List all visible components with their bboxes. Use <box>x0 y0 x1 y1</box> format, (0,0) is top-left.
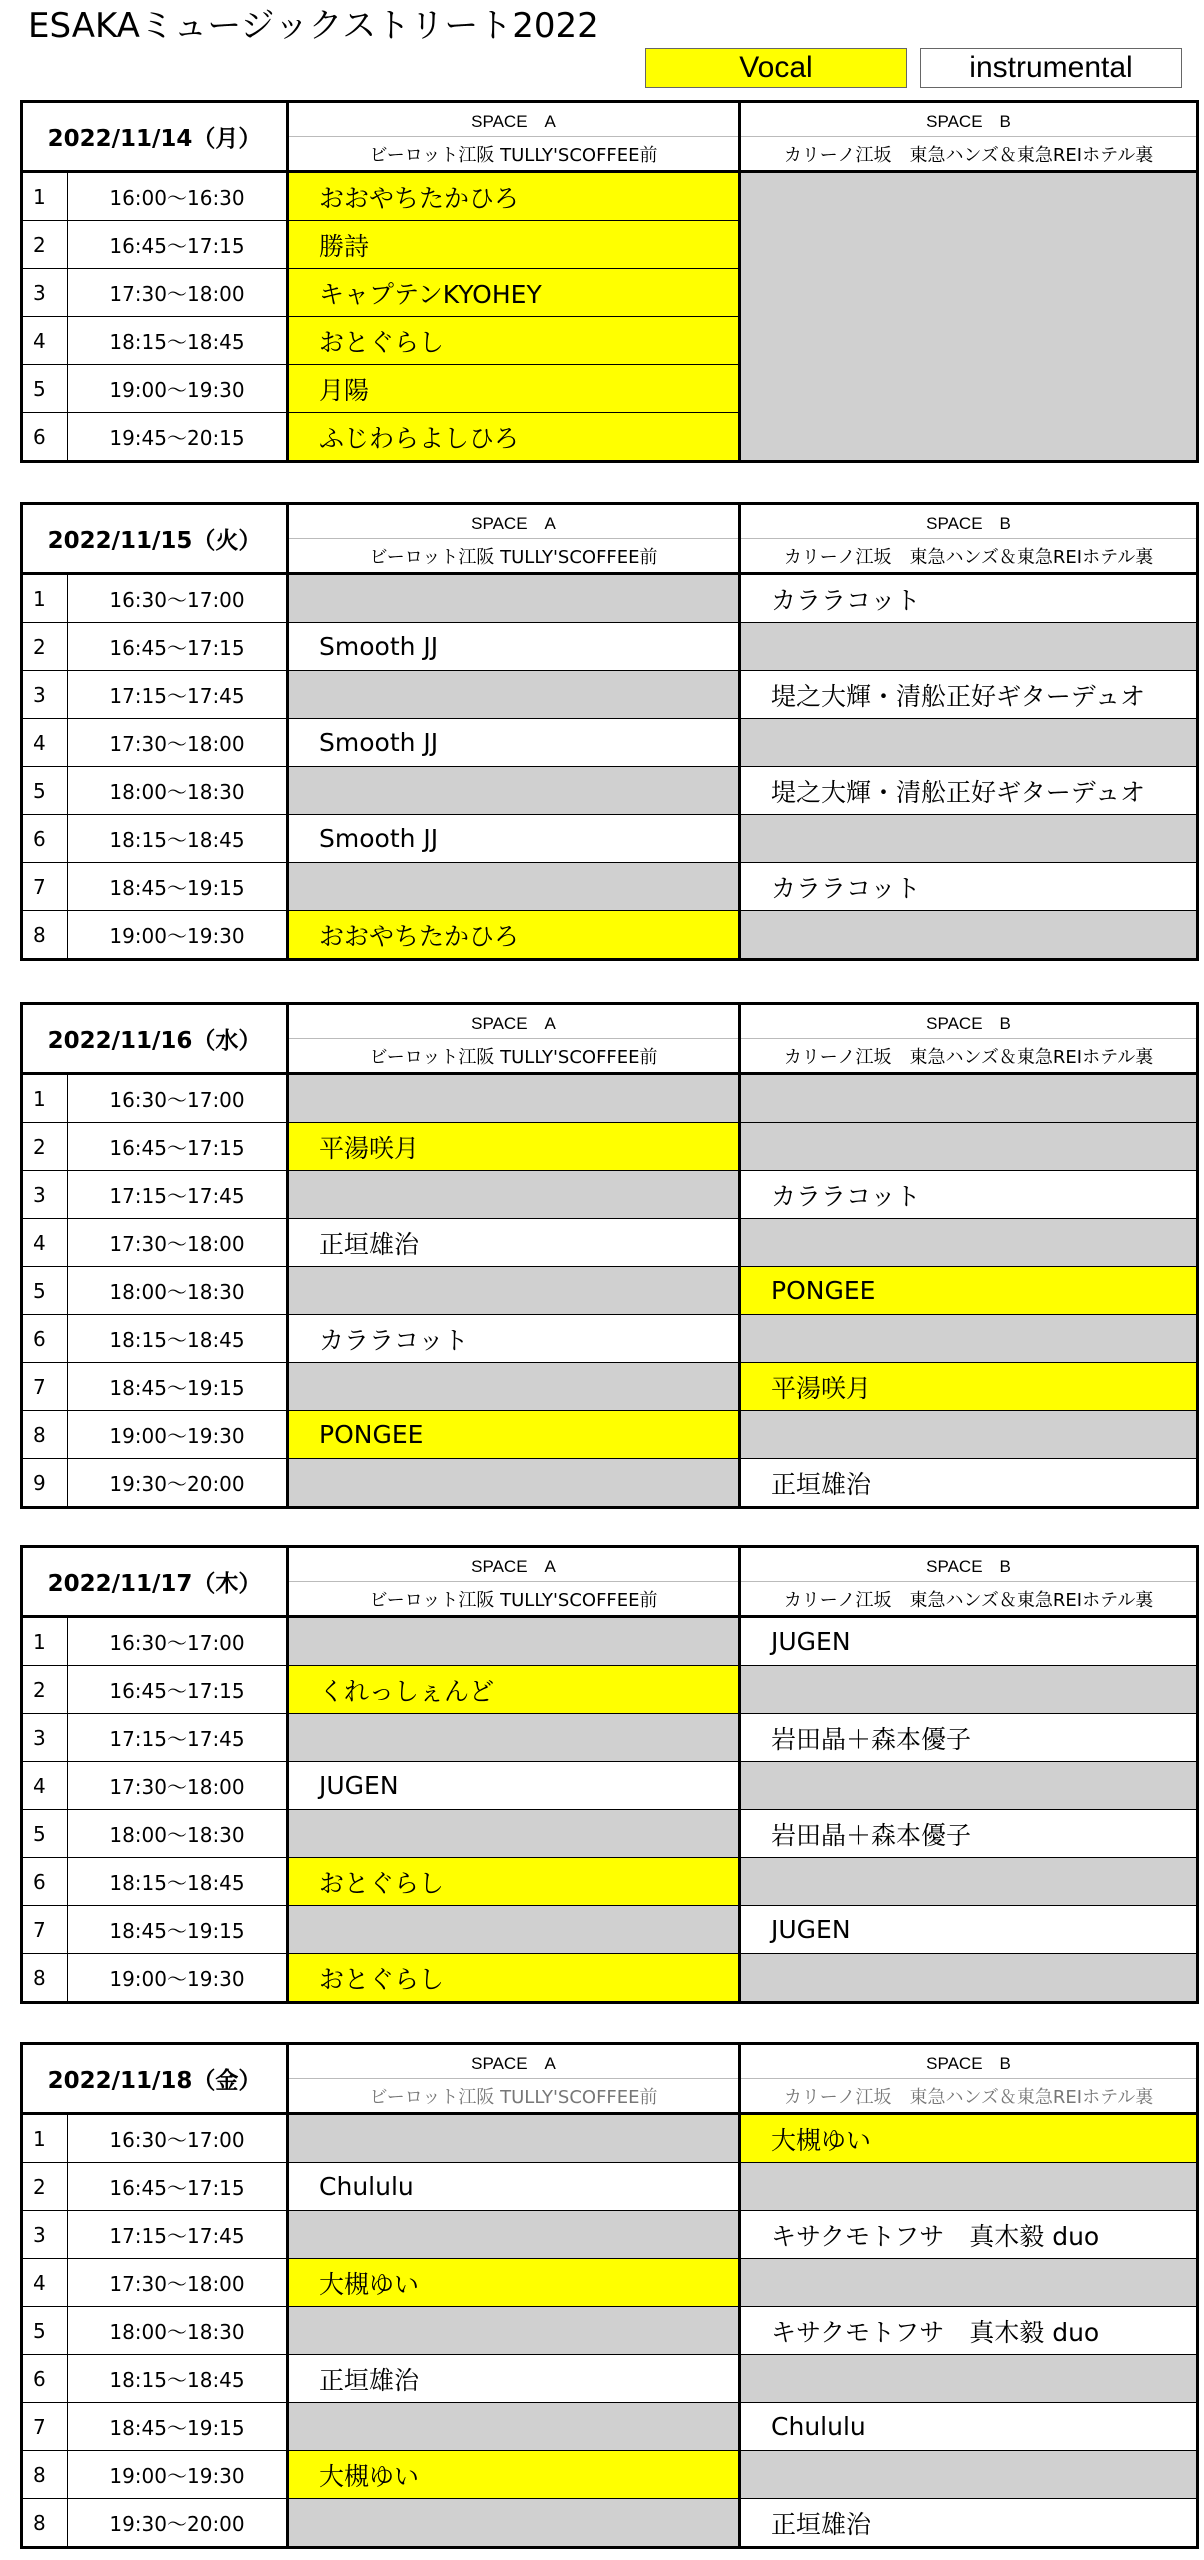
slot-number: 1 <box>22 1617 68 1666</box>
space-a-performer: 正垣雄治 <box>288 1219 740 1267</box>
header-row <box>22 1547 1198 1582</box>
table-row <box>22 2403 1198 2451</box>
space-b-performer: 平湯咲月 <box>740 1363 1198 1411</box>
slot-number: 6 <box>22 1315 68 1363</box>
slot-time: 19:00～19:30 <box>68 911 288 960</box>
slot-time: 16:45～17:15 <box>68 221 288 269</box>
space-b-performer: 大槻ゆい <box>740 2114 1198 2163</box>
space-a-performer: キャプテンKYOHEY <box>288 269 740 317</box>
space-b-unused <box>740 172 1198 462</box>
table-row <box>22 1267 1198 1315</box>
space-a-performer <box>288 2307 740 2355</box>
table-row <box>22 911 1198 960</box>
slot-number: 5 <box>22 1810 68 1858</box>
space-b-performer <box>740 2355 1198 2403</box>
slot-time: 16:30～17:00 <box>68 1074 288 1123</box>
table-row <box>22 1666 1198 1714</box>
space-b-performer: JUGEN <box>740 1617 1198 1666</box>
slot-time: 16:45～17:15 <box>68 623 288 671</box>
space-b-performer: JUGEN <box>740 1906 1198 1954</box>
slot-time: 17:15～17:45 <box>68 1171 288 1219</box>
space-b-performer: 岩田晶＋森本優子 <box>740 1714 1198 1762</box>
slot-time: 18:15～18:45 <box>68 2355 288 2403</box>
slot-time: 17:30～18:00 <box>68 1219 288 1267</box>
space-b-performer: カララコット <box>740 1171 1198 1219</box>
space-b-performer <box>740 1954 1198 2003</box>
slot-time: 17:30～18:00 <box>68 2259 288 2307</box>
table-row <box>22 1171 1198 1219</box>
slot-number: 6 <box>22 815 68 863</box>
slot-time: 16:45～17:15 <box>68 1666 288 1714</box>
table-row <box>22 767 1198 815</box>
table-row <box>22 1617 1198 1666</box>
space-a-performer <box>288 767 740 815</box>
space-b-title: SPACE B <box>740 504 1198 539</box>
slot-number: 8 <box>22 2499 68 2548</box>
slot-time: 16:00～16:30 <box>68 172 288 221</box>
table-row <box>22 1315 1198 1363</box>
slot-time: 18:45～19:15 <box>68 2403 288 2451</box>
slot-number: 2 <box>22 221 68 269</box>
header-row <box>22 102 1198 137</box>
slot-number: 3 <box>22 1171 68 1219</box>
slot-number: 2 <box>22 623 68 671</box>
space-b-performer: 正垣雄治 <box>740 1459 1198 1508</box>
slot-number: 4 <box>22 2259 68 2307</box>
slot-number: 6 <box>22 2355 68 2403</box>
slot-time: 16:45～17:15 <box>68 1123 288 1171</box>
space-a-performer <box>288 2499 740 2548</box>
table-row <box>22 2499 1198 2548</box>
slot-number: 8 <box>22 2451 68 2499</box>
table-row <box>22 671 1198 719</box>
date-heading: 2022/11/16（水） <box>22 1004 288 1074</box>
space-a-performer <box>288 1363 740 1411</box>
space-a-performer: 正垣雄治 <box>288 2355 740 2403</box>
table-row <box>22 1411 1198 1459</box>
table-row <box>22 2355 1198 2403</box>
legend-vocal: Vocal <box>645 48 907 88</box>
table-row <box>22 623 1198 671</box>
space-b-performer: 堤之大輝・清舩正好ギターデュオ <box>740 671 1198 719</box>
space-a-performer: おおやちたかひろ <box>288 911 740 960</box>
table-row <box>22 172 1198 221</box>
slot-time: 16:30～17:00 <box>68 1617 288 1666</box>
date-heading: 2022/11/18（金） <box>22 2044 288 2114</box>
slot-number: 3 <box>22 2211 68 2259</box>
slot-number: 5 <box>22 1267 68 1315</box>
space-a-performer <box>288 1714 740 1762</box>
header-row <box>22 504 1198 539</box>
space-a-performer: Chululu <box>288 2163 740 2211</box>
slot-number: 1 <box>22 574 68 623</box>
space-a-performer: Smooth JJ <box>288 815 740 863</box>
slot-time: 18:15～18:45 <box>68 317 288 365</box>
slot-number: 1 <box>22 172 68 221</box>
slot-number: 4 <box>22 1762 68 1810</box>
space-b-performer <box>740 911 1198 960</box>
space-a-performer: カララコット <box>288 1315 740 1363</box>
table-row <box>22 1074 1198 1123</box>
space-b-location: カリーノ江坂 東急ハンズ＆東急REIホテル裏 <box>740 2079 1198 2114</box>
table-row <box>22 863 1198 911</box>
slot-number: 8 <box>22 911 68 960</box>
slot-time: 19:45～20:15 <box>68 413 288 462</box>
slot-number: 3 <box>22 1714 68 1762</box>
slot-number: 3 <box>22 269 68 317</box>
space-a-performer: PONGEE <box>288 1411 740 1459</box>
slot-time: 19:00～19:30 <box>68 1954 288 2003</box>
slot-time: 19:00～19:30 <box>68 2451 288 2499</box>
schedule-table <box>20 1545 1199 2004</box>
space-b-performer <box>740 2163 1198 2211</box>
space-a-location: ビーロット江阪 TULLY'SCOFFEE前 <box>288 137 740 172</box>
slot-number: 5 <box>22 767 68 815</box>
table-row <box>22 1906 1198 1954</box>
slot-time: 17:15～17:45 <box>68 1714 288 1762</box>
slot-time: 18:45～19:15 <box>68 863 288 911</box>
slot-number: 5 <box>22 2307 68 2355</box>
space-a-location: ビーロット江阪 TULLY'SCOFFEE前 <box>288 539 740 574</box>
table-row <box>22 1714 1198 1762</box>
slot-number: 8 <box>22 1954 68 2003</box>
slot-time: 18:00～18:30 <box>68 1267 288 1315</box>
space-a-performer: 勝詩 <box>288 221 740 269</box>
space-a-title: SPACE A <box>288 504 740 539</box>
space-b-performer: 堤之大輝・清舩正好ギターデュオ <box>740 767 1198 815</box>
space-a-performer <box>288 1074 740 1123</box>
space-b-performer: 正垣雄治 <box>740 2499 1198 2548</box>
table-row <box>22 1459 1198 1508</box>
table-row <box>22 1219 1198 1267</box>
space-b-location: カリーノ江坂 東急ハンズ＆東急REIホテル裏 <box>740 1582 1198 1617</box>
space-b-performer <box>740 1666 1198 1714</box>
space-b-performer <box>740 1858 1198 1906</box>
slot-time: 19:30～20:00 <box>68 2499 288 2548</box>
space-b-performer <box>740 1123 1198 1171</box>
space-a-location: ビーロット江阪 TULLY'SCOFFEE前 <box>288 1039 740 1074</box>
space-a-performer: 平湯咲月 <box>288 1123 740 1171</box>
space-a-performer <box>288 1617 740 1666</box>
slot-time: 18:15～18:45 <box>68 1315 288 1363</box>
space-b-performer: カララコット <box>740 574 1198 623</box>
space-a-performer <box>288 863 740 911</box>
space-b-performer <box>740 2259 1198 2307</box>
space-b-location: カリーノ江坂 東急ハンズ＆東急REIホテル裏 <box>740 1039 1198 1074</box>
space-b-title: SPACE B <box>740 102 1198 137</box>
slot-time: 17:15～17:45 <box>68 2211 288 2259</box>
space-b-performer <box>740 1219 1198 1267</box>
space-b-performer <box>740 719 1198 767</box>
space-b-performer <box>740 1762 1198 1810</box>
slot-time: 18:45～19:15 <box>68 1363 288 1411</box>
space-a-performer: 大槻ゆい <box>288 2259 740 2307</box>
space-a-performer <box>288 574 740 623</box>
schedule-table <box>20 2042 1199 2549</box>
space-a-performer <box>288 1810 740 1858</box>
slot-time: 17:15～17:45 <box>68 671 288 719</box>
table-row <box>22 1858 1198 1906</box>
space-b-location: カリーノ江坂 東急ハンズ＆東急REIホテル裏 <box>740 137 1198 172</box>
space-a-performer: おとぐらし <box>288 1858 740 1906</box>
space-a-performer <box>288 1267 740 1315</box>
space-b-location: カリーノ江坂 東急ハンズ＆東急REIホテル裏 <box>740 539 1198 574</box>
space-a-performer: Smooth JJ <box>288 623 740 671</box>
slot-time: 18:00～18:30 <box>68 2307 288 2355</box>
space-b-performer <box>740 623 1198 671</box>
table-row <box>22 1363 1198 1411</box>
space-a-performer: 大槻ゆい <box>288 2451 740 2499</box>
schedule-table <box>20 1002 1199 1509</box>
table-row <box>22 1123 1198 1171</box>
space-b-performer: キサクモトフサ 真木毅 duo <box>740 2211 1198 2259</box>
space-b-title: SPACE B <box>740 1004 1198 1039</box>
slot-time: 16:45～17:15 <box>68 2163 288 2211</box>
slot-number: 2 <box>22 1123 68 1171</box>
slot-time: 19:00～19:30 <box>68 1411 288 1459</box>
space-a-performer: ふじわらよしひろ <box>288 413 740 462</box>
slot-number: 8 <box>22 1411 68 1459</box>
space-a-performer: おおやちたかひろ <box>288 172 740 221</box>
slot-time: 16:30～17:00 <box>68 574 288 623</box>
slot-number: 3 <box>22 671 68 719</box>
table-row <box>22 2163 1198 2211</box>
space-b-performer: 岩田晶＋森本優子 <box>740 1810 1198 1858</box>
space-b-performer <box>740 1315 1198 1363</box>
date-heading: 2022/11/15（火） <box>22 504 288 574</box>
table-row <box>22 815 1198 863</box>
slot-number: 7 <box>22 1906 68 1954</box>
schedule-table <box>20 100 1199 463</box>
slot-number: 7 <box>22 1363 68 1411</box>
schedule-table <box>20 502 1199 961</box>
space-b-performer <box>740 1411 1198 1459</box>
table-row <box>22 1810 1198 1858</box>
space-a-performer <box>288 1459 740 1508</box>
slot-number: 4 <box>22 317 68 365</box>
space-b-title: SPACE B <box>740 2044 1198 2079</box>
slot-time: 19:30～20:00 <box>68 1459 288 1508</box>
table-row <box>22 1954 1198 2003</box>
space-a-title: SPACE A <box>288 1547 740 1582</box>
slot-time: 17:30～18:00 <box>68 269 288 317</box>
slot-number: 4 <box>22 1219 68 1267</box>
space-b-title: SPACE B <box>740 1547 1198 1582</box>
slot-time: 18:00～18:30 <box>68 1810 288 1858</box>
space-a-performer: 月陽 <box>288 365 740 413</box>
slot-number: 1 <box>22 1074 68 1123</box>
table-row <box>22 2451 1198 2499</box>
space-a-location: ビーロット江阪 TULLY'SCOFFEE前 <box>288 2079 740 2114</box>
slot-number: 7 <box>22 863 68 911</box>
table-row <box>22 2211 1198 2259</box>
space-a-performer <box>288 671 740 719</box>
header-row <box>22 2044 1198 2079</box>
date-heading: 2022/11/14（月） <box>22 102 288 172</box>
slot-time: 16:30～17:00 <box>68 2114 288 2163</box>
slot-number: 2 <box>22 1666 68 1714</box>
space-a-title: SPACE A <box>288 2044 740 2079</box>
space-a-performer: Smooth JJ <box>288 719 740 767</box>
space-b-performer: Chululu <box>740 2403 1198 2451</box>
slot-time: 18:00～18:30 <box>68 767 288 815</box>
space-a-performer <box>288 1171 740 1219</box>
slot-number: 5 <box>22 365 68 413</box>
slot-number: 2 <box>22 2163 68 2211</box>
space-a-performer <box>288 2403 740 2451</box>
slot-number: 7 <box>22 2403 68 2451</box>
slot-number: 6 <box>22 1858 68 1906</box>
space-b-performer <box>740 815 1198 863</box>
slot-time: 18:45～19:15 <box>68 1906 288 1954</box>
table-row <box>22 2307 1198 2355</box>
space-a-location: ビーロット江阪 TULLY'SCOFFEE前 <box>288 1582 740 1617</box>
space-a-performer <box>288 1906 740 1954</box>
space-b-performer <box>740 1074 1198 1123</box>
slot-number: 6 <box>22 413 68 462</box>
header-row <box>22 1004 1198 1039</box>
space-a-performer: おとぐらし <box>288 1954 740 2003</box>
space-a-performer <box>288 2211 740 2259</box>
space-a-performer: おとぐらし <box>288 317 740 365</box>
slot-time: 17:30～18:00 <box>68 719 288 767</box>
slot-number: 1 <box>22 2114 68 2163</box>
table-row <box>22 574 1198 623</box>
space-b-performer: キサクモトフサ 真木毅 duo <box>740 2307 1198 2355</box>
table-row <box>22 1762 1198 1810</box>
slot-time: 18:15～18:45 <box>68 815 288 863</box>
space-b-performer: PONGEE <box>740 1267 1198 1315</box>
slot-time: 18:15～18:45 <box>68 1858 288 1906</box>
space-b-performer <box>740 2451 1198 2499</box>
table-row <box>22 2114 1198 2163</box>
space-b-performer: カララコット <box>740 863 1198 911</box>
slot-time: 17:30～18:00 <box>68 1762 288 1810</box>
space-a-title: SPACE A <box>288 102 740 137</box>
slot-number: 9 <box>22 1459 68 1508</box>
space-a-performer: くれっしぇんど <box>288 1666 740 1714</box>
slot-number: 4 <box>22 719 68 767</box>
slot-time: 19:00～19:30 <box>68 365 288 413</box>
table-row <box>22 2259 1198 2307</box>
date-heading: 2022/11/17（木） <box>22 1547 288 1617</box>
legend-instrumental: instrumental <box>920 48 1182 88</box>
page-title: ESAKAミュージックストリート2022 <box>28 6 599 46</box>
space-a-performer <box>288 2114 740 2163</box>
space-a-title: SPACE A <box>288 1004 740 1039</box>
table-row <box>22 719 1198 767</box>
space-a-performer: JUGEN <box>288 1762 740 1810</box>
